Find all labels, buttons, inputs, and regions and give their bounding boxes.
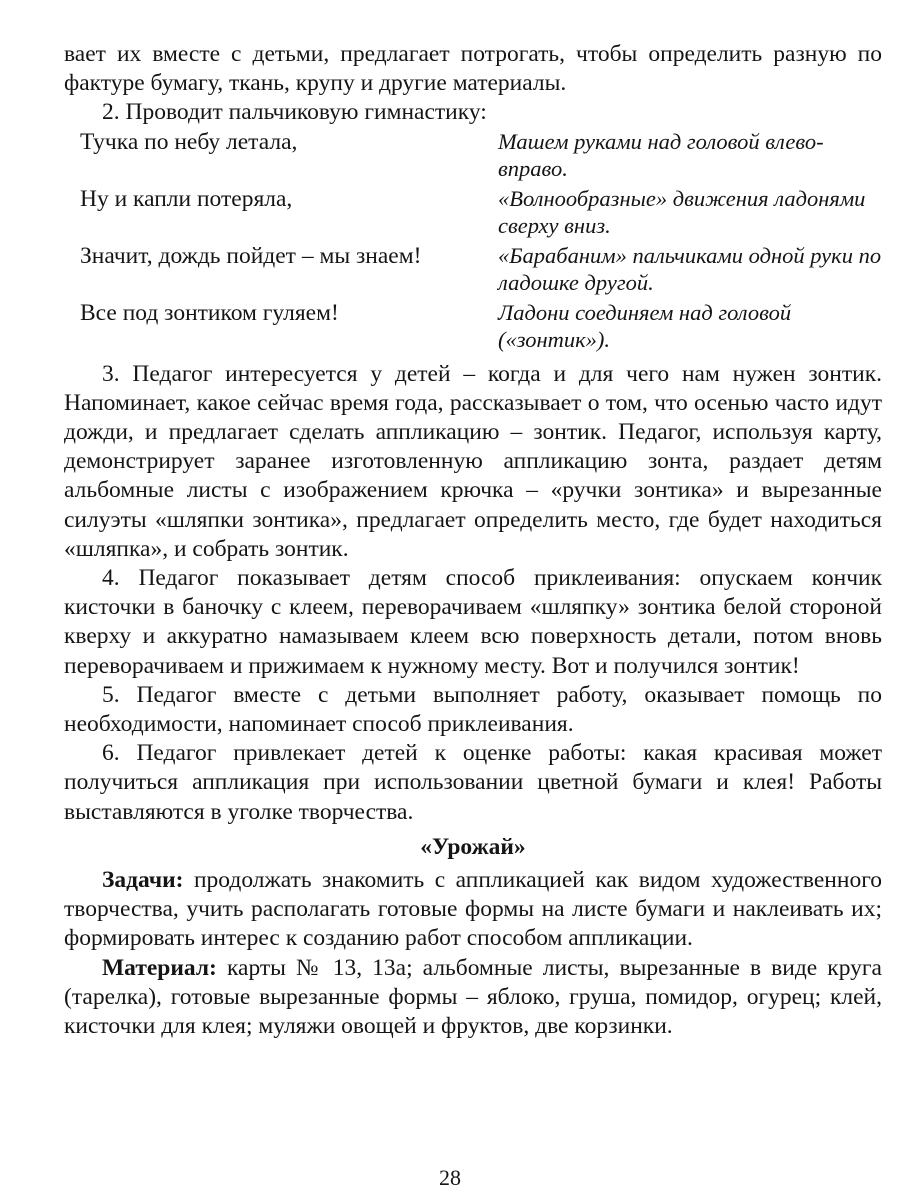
material-paragraph (64, 954, 882, 1042)
poem-action: «Барабаним» пальчиками одной руки по ладошке другой. (498, 242, 882, 295)
material-label: Материал: (102, 954, 217, 981)
finger-gymnastics-poem (64, 128, 882, 356)
tasks-label: Задачи: (102, 867, 184, 894)
step-3: 3. Педагог интересуется у детей – когда и для чего нам нужен зонтик. Напоминает, какое сейчас время года, рассказывает о том, что осенью часто идут дожди, и предлагает сделать аппликацию – зонтик. Педагог, используя карту, демонстрирует заранее изготовленную аппликацию зонта, раздает детям альбомные листы с изображением крючка – «ручки зонтика» и вырезанные силуэты «шляпки зонтика», предлагает определить место, где будет находиться «шляпка», и собрать зонтик. (64, 360, 882, 562)
step-6: 6. Педагог привлекает детей к оценке работы: какая красивая может получиться аппликация при использовании цветной бумаги и клея! Работы выставляются в уголке творчества. (64, 740, 882, 825)
poem-action: «Волнообразные» движения ладонями сверху вниз. (498, 185, 866, 238)
tasks-text: продолжать знакомить с аппликацией как видом художественного творчества, учить располагать готовые формы на листе бумаги и наклеивать их; формировать интерес к созданию работ способом аппликации. (64, 867, 882, 952)
poem-line: Все под зонтиком гуляем! (80, 299, 339, 326)
poem-action: Машем руками над головой влево-вправо. (498, 128, 824, 181)
poem-line: Тучка по небу летала, (80, 128, 298, 155)
material-text: карты № 13, 13а; альбомные листы, вырезанные в виде круга (тарелка), готовые вырезанные формы – яблоко, груша, помидор, огурец; клей, кисточки для клея; муляжи овощей и фруктов, две корзинки. (64, 954, 882, 1040)
section-title: «Урожай» (420, 833, 526, 860)
step-2: 2. Проводит пальчиковую гимнастику: (102, 99, 487, 126)
poem-action: Ладони соединяем над головой («зонтик»). (498, 299, 792, 352)
page-number: 28 (439, 1165, 461, 1190)
page-body (64, 40, 882, 1041)
step-5: 5. Педагог вместе с детьми выполняет работу, оказывает помощь по необходимости, напоминает способ приклеивания. (64, 681, 882, 738)
intro-paragraph: вает их вместе с детьми, предлагает потрогать, чтобы определить разную по фактуре бумагу, ткань, крупу и другие материалы. (64, 41, 882, 97)
poem-line: Ну и капли потеряла, (80, 185, 293, 212)
poem-line: Значит, дождь пойдет – мы знаем! (80, 242, 422, 269)
step-4: 4. Педагог показывает детям способ приклеивания: опускаем кончик кисточки в баночку с клеем, переворачиваем «шляпку» зонтика белой стороной кверху и аккуратно намазываем клеем всю поверхность детали, потом вновь переворачиваем и прижимаем к нужному месту. Вот и получился зонтик! (64, 565, 882, 679)
tasks-paragraph (64, 866, 882, 954)
